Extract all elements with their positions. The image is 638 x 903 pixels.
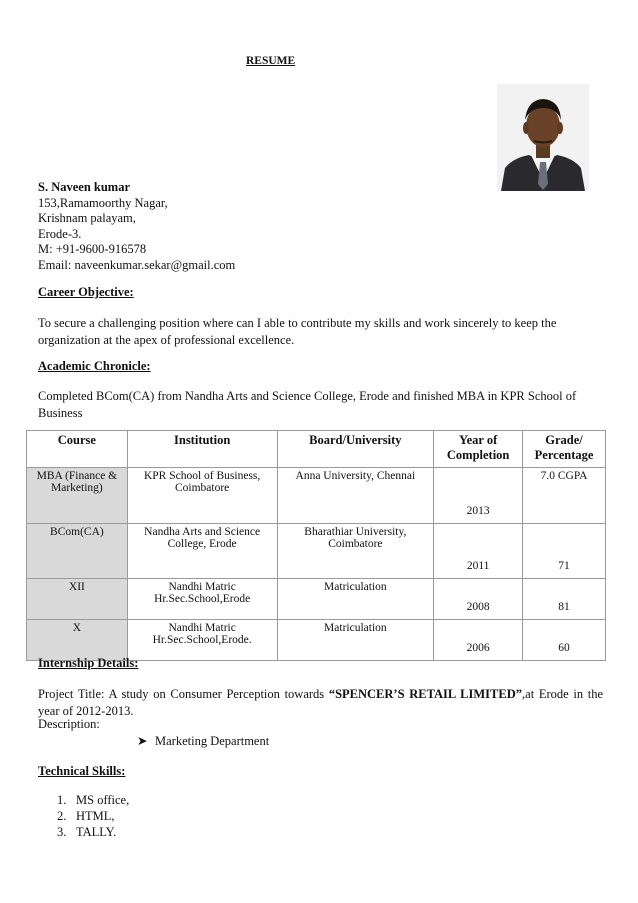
table-row: [27, 524, 606, 579]
resume-title: RESUME: [246, 55, 296, 67]
cell-course: XII: [27, 579, 128, 620]
cell-course: MBA (Finance & Marketing): [27, 468, 128, 524]
profile-photo: [497, 84, 589, 191]
phone-number: M: +91-9600-916578: [38, 242, 147, 256]
table-row: [27, 579, 606, 620]
table-row: [27, 468, 606, 524]
arrow-bullet-icon: ➤: [137, 734, 148, 748]
contact-block: [38, 180, 235, 273]
description-item-text: Marketing Department: [155, 734, 270, 748]
address-line-3: Erode-3.: [38, 226, 82, 241]
cell-grade: 60: [523, 620, 606, 661]
cell-board: Bharathiar University, Coimbatore: [277, 524, 434, 579]
cell-institution: Nandhi Matric Hr.Sec.School,Erode: [127, 579, 277, 620]
cell-board: Matriculation: [277, 579, 434, 620]
career-objective-heading: Career Objective:: [38, 285, 134, 299]
project-title-suffix: ,at Erode in the year of 2012-2013.: [38, 687, 604, 718]
address-line-2: Krishnam palayam,: [38, 211, 136, 225]
project-company-name: “SPENCER’S RETAIL LIMITED”: [328, 687, 523, 701]
profile-photo-image: [497, 84, 589, 191]
cell-board: Matriculation: [277, 620, 434, 661]
cell-board: Anna University, Chennai: [277, 468, 434, 524]
table-row: [27, 620, 606, 661]
cell-institution: Nandhi Matric Hr.Sec.School,Erode.: [127, 620, 277, 661]
education-table: [26, 430, 606, 661]
list-item: 3. TALLY.: [57, 825, 117, 839]
project-title-prefix: Project Title: A study on Consumer Perception towards: [38, 687, 329, 701]
header-institution: Institution: [127, 431, 277, 468]
cell-institution: Nandha Arts and Science College, Erode: [127, 524, 277, 579]
career-objective-text: To secure a challenging position where can I able to contribute my skills and work sincerely to keep the organization at the apex of professional excellence.: [38, 316, 557, 347]
academic-chronicle-heading: Academic Chronicle:: [38, 359, 151, 373]
cell-course: BCom(CA): [27, 524, 128, 579]
list-item: 1. MS office,: [57, 793, 130, 807]
cell-year: 2013: [434, 468, 523, 524]
cell-grade: 7.0 CGPA: [523, 468, 606, 524]
cell-grade: 71: [523, 524, 606, 579]
candidate-name: S. Naveen kumar: [38, 180, 131, 194]
email-address: Email: naveenkumar.sekar@gmail.com: [38, 257, 236, 272]
cell-institution: KPR School of Business, Coimbatore: [127, 468, 277, 524]
description-label: Description:: [38, 717, 100, 731]
skill-text: TALLY.: [76, 825, 117, 839]
address-line-1: 153,Ramamoorthy Nagar,: [38, 195, 168, 210]
header-year: Year of Completion: [434, 431, 523, 468]
header-grade: Grade/ Percentage: [523, 431, 606, 468]
cell-year: 2006: [434, 620, 523, 661]
skills-list: [57, 792, 129, 840]
technical-skills-heading: Technical Skills:: [38, 764, 126, 778]
project-title-text: [38, 686, 603, 719]
academic-summary-text: Completed BCom(CA) from Nandha Arts and Science College, Erode and finished MBA in KPR School of Business: [38, 389, 577, 420]
cell-grade: 81: [523, 579, 606, 620]
header-board: Board/University: [277, 431, 434, 468]
cell-year: 2011: [434, 524, 523, 579]
list-item: 2. HTML,: [57, 809, 115, 823]
cell-year: 2008: [434, 579, 523, 620]
education-table-header: [27, 431, 606, 468]
skill-text: HTML,: [76, 809, 115, 823]
header-course: Course: [27, 431, 128, 468]
cell-course: X: [27, 620, 128, 661]
skill-text: MS office,: [76, 793, 130, 807]
description-list-item: [137, 733, 269, 749]
internship-heading: Internship Details:: [38, 656, 139, 670]
